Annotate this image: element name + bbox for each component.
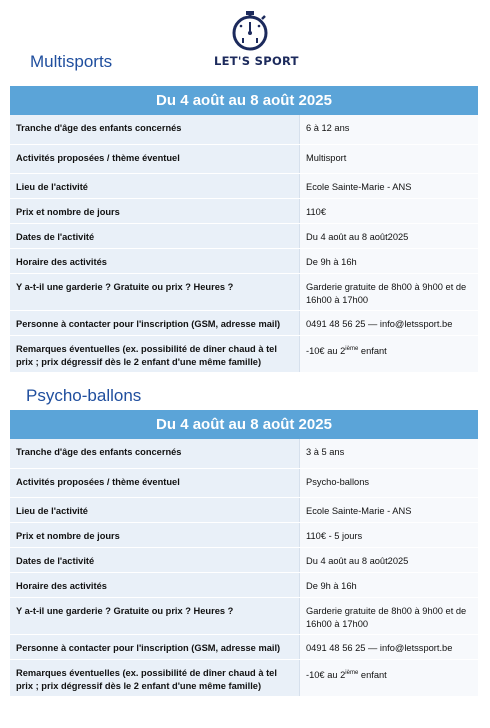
row-value: Du 4 août au 8 août2025 xyxy=(300,223,479,248)
table-row xyxy=(10,115,478,144)
table-row xyxy=(10,173,478,198)
row-value: 0491 48 56 25 — info@letssport.be xyxy=(300,310,479,335)
table-row xyxy=(10,547,478,572)
row-value: Psycho-ballons xyxy=(300,468,479,497)
table-row xyxy=(10,439,478,468)
row-label: Horaire des activités xyxy=(10,248,300,273)
table-row xyxy=(10,310,478,335)
row-value: De 9h à 16h xyxy=(300,572,479,597)
table-row xyxy=(10,144,478,173)
row-value: Garderie gratuite de 8h00 à 9h00 et de 16h00 à 17h00 xyxy=(300,597,479,634)
activity-block-multisports xyxy=(10,86,478,373)
section-title-psycho-ballons: Psycho-ballons xyxy=(26,386,142,405)
table-row xyxy=(10,223,478,248)
row-label: Tranche d'âge des enfants concernés xyxy=(10,115,300,144)
row-value: 0491 48 56 25 — info@letssport.be xyxy=(300,634,479,659)
stopwatch-logo-icon xyxy=(228,8,272,52)
activity-block-psycho-ballons xyxy=(10,410,478,697)
row-label: Activités proposées / thème éventuel xyxy=(10,144,300,173)
row-value: Du 4 août au 8 août2025 xyxy=(300,547,479,572)
row-label: Prix et nombre de jours xyxy=(10,198,300,223)
row-value: 110€ - 5 jours xyxy=(300,522,479,547)
table-row xyxy=(10,659,478,696)
table-row xyxy=(10,335,478,372)
row-label: Dates de l'activité xyxy=(10,223,300,248)
table-row xyxy=(10,468,478,497)
row-label: Lieu de l'activité xyxy=(10,497,300,522)
row-value: 6 à 12 ans xyxy=(300,115,479,144)
row-value: De 9h à 16h xyxy=(300,248,479,273)
table-row xyxy=(10,248,478,273)
table-row xyxy=(10,522,478,547)
activity-table xyxy=(10,439,478,697)
section-title-multisports: Multisports xyxy=(30,52,113,71)
row-label: Lieu de l'activité xyxy=(10,173,300,198)
row-label: Prix et nombre de jours xyxy=(10,522,300,547)
date-banner: Du 4 août au 8 août 2025 xyxy=(10,86,478,115)
table-row xyxy=(10,634,478,659)
table-row xyxy=(10,497,478,522)
row-value: Garderie gratuite de 8h00 à 9h00 et de 16h00 à 17h00 xyxy=(300,273,479,310)
table-row xyxy=(10,597,478,634)
row-value: 3 à 5 ans xyxy=(300,439,479,468)
row-label: Horaire des activités xyxy=(10,572,300,597)
row-label: Tranche d'âge des enfants concernés xyxy=(10,439,300,468)
row-value: Ecole Sainte-Marie - ANS xyxy=(300,173,479,198)
row-label: Dates de l'activité xyxy=(10,547,300,572)
row-value: Multisport xyxy=(300,144,479,173)
table-row xyxy=(10,572,478,597)
row-label: Activités proposées / thème éventuel xyxy=(10,468,300,497)
table-row xyxy=(10,198,478,223)
row-label: Personne à contacter pour l'inscription (GSM, adresse mail) xyxy=(10,634,300,659)
lets-sport-logo xyxy=(214,8,299,76)
row-label: Remarques éventuelles (ex. possibilité de dîner chaud à tel prix ; prix dégressif dès le 2 enfant d'une même famille) xyxy=(10,659,300,696)
row-label: Remarques éventuelles (ex. possibilité de dîner chaud à tel prix ; prix dégressif dès le 2 enfant d'une même famille) xyxy=(10,335,300,372)
row-value: -10€ au 2ième enfant xyxy=(300,659,479,696)
row-value: -10€ au 2ième enfant xyxy=(300,335,479,372)
row-label: Personne à contacter pour l'inscription (GSM, adresse mail) xyxy=(10,310,300,335)
activity-table xyxy=(10,115,478,373)
logo-wordmark: LET'S SPORT xyxy=(214,54,299,68)
row-value: Ecole Sainte-Marie - ANS xyxy=(300,497,479,522)
date-banner: Du 4 août au 8 août 2025 xyxy=(10,410,478,439)
row-label: Y a-t-il une garderie ? Gratuite ou prix ? Heures ? xyxy=(10,273,300,310)
row-value: 110€ xyxy=(300,198,479,223)
row-label: Y a-t-il une garderie ? Gratuite ou prix ? Heures ? xyxy=(10,597,300,634)
table-row xyxy=(10,273,478,310)
